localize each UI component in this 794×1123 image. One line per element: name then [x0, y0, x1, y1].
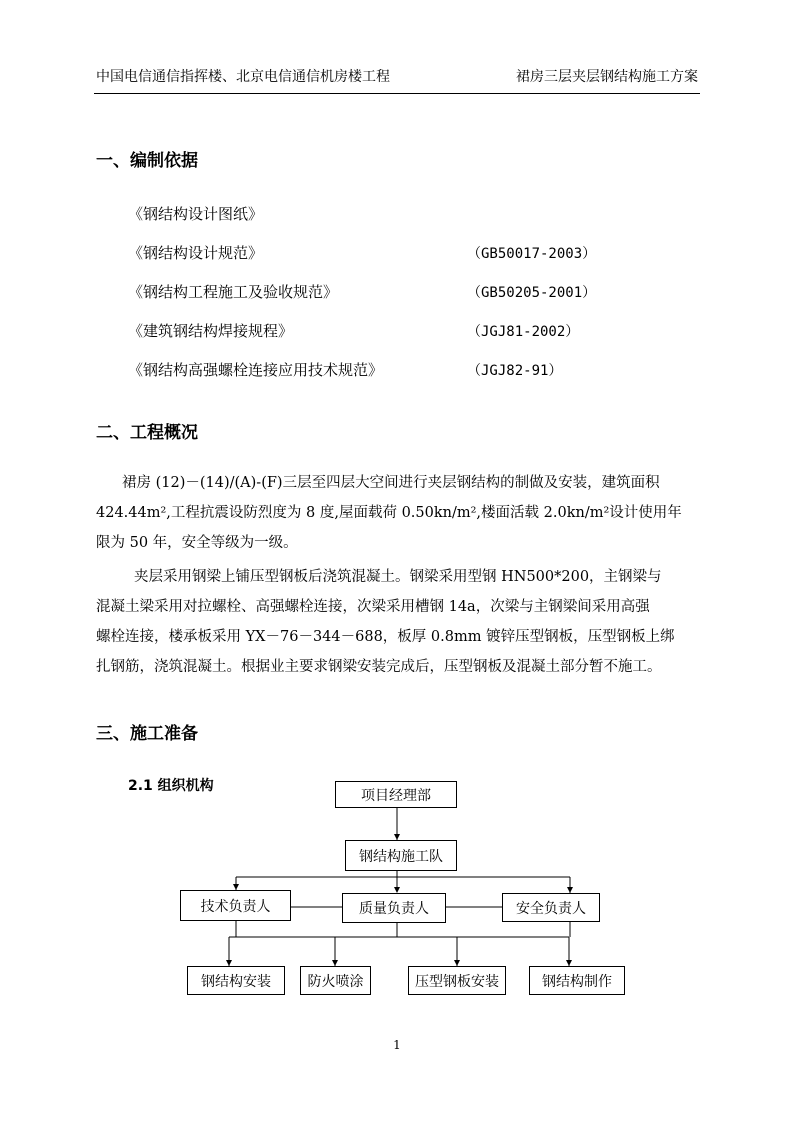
org-box-tech-lead: 技术负责人	[180, 890, 291, 921]
paragraph-line: 螺栓连接，楼承板采用 YX－76－344－688，板厚 0.8mm 镀锌压型钢板，压型钢板上绑	[96, 629, 675, 645]
org-box-fireproof-spray: 防火喷涂	[300, 966, 371, 995]
paragraph-line: 裙房 (12)－(14)/(A)-(F)三层至四层大空间进行夹层钢结构的制做及安装，建筑面积	[122, 475, 660, 491]
section3-title: 三、施工准备	[96, 724, 198, 744]
org-box-steel-team: 钢结构施工队	[345, 840, 457, 871]
org-box-project-manager: 项目经理部	[335, 781, 457, 808]
paragraph-line: 夹层采用钢梁上铺压型钢板后浇筑混凝土。钢梁采用型钢 HN500*200，主钢梁与	[134, 569, 662, 585]
org-box-steel-install: 钢结构安装	[187, 966, 285, 995]
section1-title: 一、编制依据	[96, 151, 198, 171]
ref-name-4: 《建筑钢结构焊接规程》	[128, 322, 294, 340]
paragraph-line: 混凝土梁采用对拉螺栓、高强螺栓连接，次梁采用槽钢 14a，次梁与主钢梁间采用高强	[96, 599, 650, 615]
ref-code-4: （JGJ81-2002）	[467, 324, 580, 340]
ref-name-1: 《钢结构设计图纸》	[128, 205, 264, 223]
org-box-steel-fabrication: 钢结构制作	[529, 966, 625, 995]
ref-code-2: （GB50017-2003）	[467, 246, 597, 262]
ref-name-3: 《钢结构工程施工及验收规范》	[128, 283, 339, 301]
header-right-title: 裙房三层夹层钢结构施工方案	[516, 69, 698, 85]
ref-code-3: （GB50205-2001）	[467, 285, 597, 301]
org-box-deck-install: 压型钢板安装	[408, 966, 506, 995]
org-box-quality-lead: 质量负责人	[342, 893, 446, 923]
header-left-title: 中国电信通信指挥楼、北京电信通信机房楼工程	[96, 69, 390, 85]
paragraph-line: 限为 50 年，安全等级为一级。	[96, 535, 298, 551]
ref-name-2: 《钢结构设计规范》	[128, 244, 264, 262]
page-number: 1	[393, 1038, 401, 1052]
section2-title: 二、工程概况	[96, 423, 198, 443]
org-box-safety-lead: 安全负责人	[502, 893, 600, 922]
ref-name-5: 《钢结构高强螺栓连接应用技术规范》	[128, 361, 384, 379]
paragraph-line: 424.44m²,工程抗震设防烈度为 8 度,屋面载荷 0.50kn/m²,楼面活载 2.0kn/m²设计使用年	[96, 505, 682, 521]
ref-code-5: （JGJ82-91）	[467, 363, 563, 379]
org-subtitle: 2.1 组织机构	[128, 778, 214, 794]
paragraph-line: 扎钢筋，浇筑混凝土。根据业主要求钢梁安装完成后，压型钢板及混凝土部分暂不施工。	[96, 659, 662, 675]
